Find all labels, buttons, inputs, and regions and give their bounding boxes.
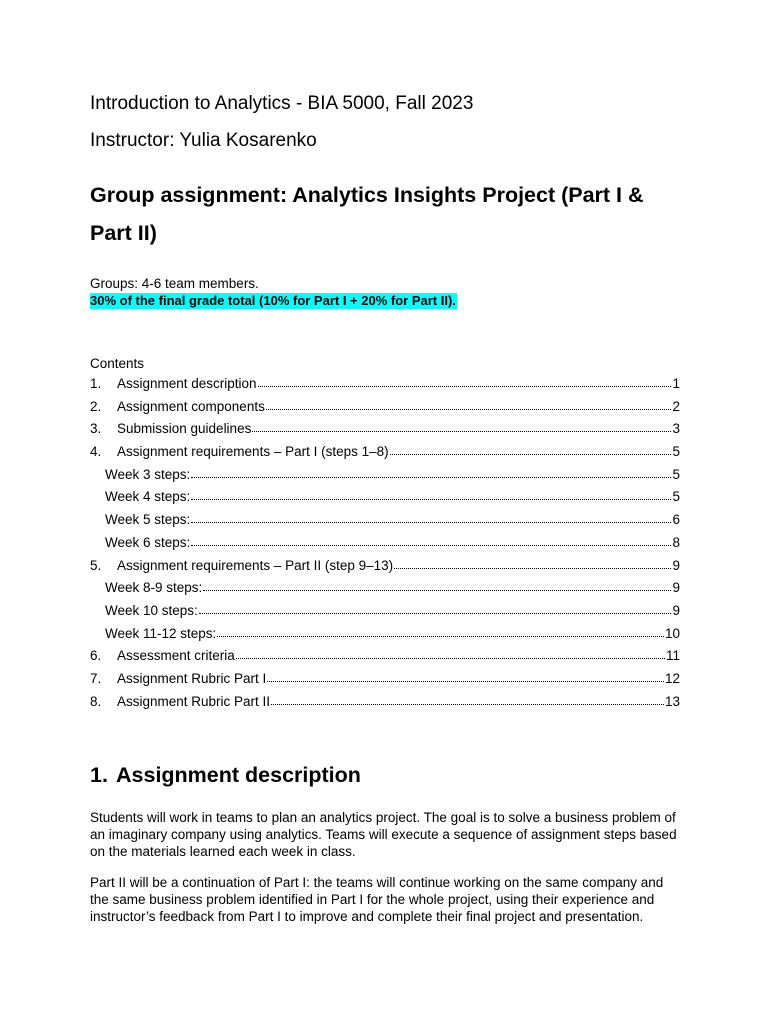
toc-entry-number: 7. xyxy=(90,670,102,686)
toc-entry-label: Submission guidelines xyxy=(117,421,252,437)
toc-entry-page: 9 xyxy=(672,602,680,618)
toc-entry-page: 5 xyxy=(672,489,680,505)
toc-entry-page: 5 xyxy=(672,466,680,482)
toc-entry-number: 2. xyxy=(90,398,102,414)
toc-dot-leader xyxy=(394,554,671,569)
toc-dot-leader xyxy=(390,440,672,455)
body-paragraph: Part II will be a continuation of Part I: the teams will continue working on the same company and the same business problem identified in Part I for the whole project, using their experience and instructor’s feedback from Part I to improve and complete their final project and presentation. xyxy=(90,875,664,924)
toc-entry[interactable] xyxy=(90,623,680,646)
toc-dot-leader xyxy=(267,667,664,682)
toc-entry-label: Week 6 steps: xyxy=(105,534,191,550)
toc-entry-number: 4. xyxy=(90,444,102,460)
assignment-title: Group assignment: Analytics Insights Project (Part I & Part II) xyxy=(90,183,644,245)
grade-highlight: 30% of the final grade total (10% for Part I + 20% for Part II). xyxy=(90,293,456,308)
toc-entry-label: Assignment Rubric Part I xyxy=(117,670,267,686)
toc-dot-leader xyxy=(258,372,672,387)
toc-entry-label: Week 3 steps: xyxy=(105,466,191,482)
toc-entry[interactable] xyxy=(90,532,680,555)
toc-dot-leader xyxy=(199,599,672,614)
toc-entry-label: Week 10 steps: xyxy=(105,602,198,618)
toc-entry[interactable] xyxy=(90,418,680,441)
instructor-line: Instructor: Yulia Kosarenko xyxy=(90,130,317,151)
toc-dot-leader xyxy=(217,622,664,637)
toc-entry-page: 12 xyxy=(664,670,680,686)
table-of-contents xyxy=(90,373,680,713)
toc-entry-page: 3 xyxy=(672,421,680,437)
toc-entry-number: 5. xyxy=(90,557,102,573)
toc-entry-label: Assignment components xyxy=(117,398,265,414)
toc-entry-number: 6. xyxy=(90,648,102,664)
toc-entry-label: Assignment requirements – Part II (step 9–13) xyxy=(117,557,394,573)
toc-entry-label: Week 5 steps: xyxy=(105,512,191,528)
toc-dot-leader xyxy=(191,463,671,478)
toc-entry[interactable] xyxy=(90,577,680,600)
toc-entry-page: 5 xyxy=(672,444,680,460)
toc-entry[interactable] xyxy=(90,691,680,714)
toc-entry-label: Assignment description xyxy=(117,376,257,391)
toc-entry-page: 10 xyxy=(664,625,680,641)
toc-entry-number: 8. xyxy=(90,693,102,709)
section-heading xyxy=(90,760,361,790)
toc-dot-leader xyxy=(191,508,671,523)
toc-entry[interactable] xyxy=(90,486,680,509)
toc-entry[interactable] xyxy=(90,555,680,578)
toc-dot-leader xyxy=(191,485,671,500)
toc-entry-label: Week 4 steps: xyxy=(105,489,191,505)
toc-entry-number: 3. xyxy=(90,421,102,437)
toc-entry-label: Assignment Rubric Part II xyxy=(117,693,271,709)
toc-entry[interactable] xyxy=(90,373,680,396)
toc-entry-page: 8 xyxy=(672,534,680,550)
toc-entry[interactable] xyxy=(90,600,680,623)
section-title: Assignment description xyxy=(116,763,361,787)
toc-dot-leader xyxy=(266,395,672,410)
toc-entry[interactable] xyxy=(90,668,680,691)
toc-entry-page: 13 xyxy=(664,693,680,709)
course-title: Introduction to Analytics - BIA 5000, Fall 2023 xyxy=(90,93,474,114)
toc-dot-leader xyxy=(236,644,665,659)
toc-entry[interactable] xyxy=(90,464,680,487)
toc-entry[interactable] xyxy=(90,396,680,419)
toc-entry-label: Week 8-9 steps: xyxy=(105,580,203,596)
toc-entry[interactable] xyxy=(90,645,680,668)
toc-dot-leader xyxy=(252,417,671,432)
toc-entry-number: 1. xyxy=(90,376,102,391)
contents-heading: Contents xyxy=(90,356,145,371)
toc-entry-page: 6 xyxy=(672,512,680,528)
toc-dot-leader xyxy=(203,576,671,591)
section-number: 1. xyxy=(90,763,108,787)
toc-entry-page: 9 xyxy=(672,580,680,596)
toc-entry-label: Assessment criteria xyxy=(117,648,235,664)
toc-entry-label: Assignment requirements – Part I (steps 1–8) xyxy=(117,444,389,460)
toc-entry-page: 9 xyxy=(672,557,680,573)
toc-entry-page: 2 xyxy=(672,398,680,414)
toc-entry[interactable] xyxy=(90,509,680,532)
body-paragraph: Students will work in teams to plan an analytics project. The goal is to solve a business problem of an imaginary company using analytics. Teams will execute a sequence of assignment steps based on the materials learned each week in class. xyxy=(90,810,677,859)
toc-entry-label: Week 11-12 steps: xyxy=(105,625,217,641)
toc-dot-leader xyxy=(191,531,671,546)
toc-entry-page: 11 xyxy=(665,648,680,664)
groups-note: Groups: 4-6 team members. xyxy=(90,276,259,291)
toc-entry-page: 1 xyxy=(672,376,680,391)
toc-entry[interactable] xyxy=(90,441,680,464)
toc-dot-leader xyxy=(271,690,664,705)
